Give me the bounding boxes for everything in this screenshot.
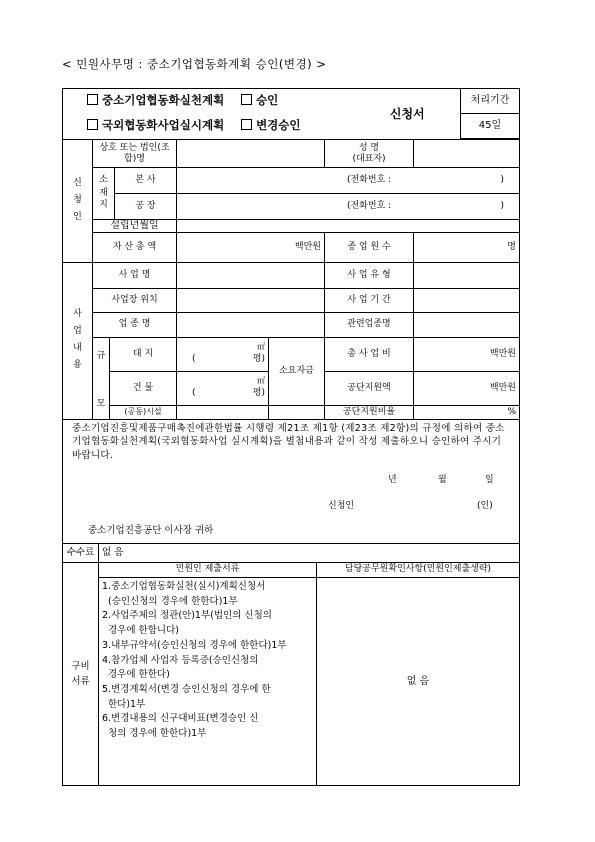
business-name-field[interactable] xyxy=(177,263,325,288)
capital-label: 자 산 총 액 xyxy=(93,233,177,263)
fee-value: 없 음 xyxy=(99,544,520,562)
processing-period-label: 처리기간 xyxy=(461,89,520,114)
business-period-label: 사 업 기 간 xyxy=(325,288,414,312)
documents-section xyxy=(62,563,520,787)
industry-label: 업 종 명 xyxy=(93,312,177,337)
support-amount-label: 공단지원액 xyxy=(325,371,414,405)
established-label: 설립년월일 xyxy=(93,220,177,233)
documents-label: 구비 서류 xyxy=(63,563,99,786)
support-amount-field[interactable]: 백만원 xyxy=(414,371,520,405)
checkbox-icon[interactable] xyxy=(87,94,98,105)
established-field[interactable] xyxy=(177,220,520,233)
capital-field[interactable]: 백만원 xyxy=(177,233,325,263)
checkbox-icon[interactable] xyxy=(241,119,252,130)
checkbox-icon[interactable] xyxy=(87,119,98,130)
date-line: 년 월 일 xyxy=(388,474,494,485)
facility-label: (공동)시설 xyxy=(110,405,177,419)
option-change-approve[interactable]: 변경승인 xyxy=(241,118,300,132)
building-area-field[interactable]: ㎡ ( 평) xyxy=(177,371,269,405)
fee-label: 수수료 xyxy=(63,544,99,562)
option-approve[interactable]: 승인 xyxy=(241,93,278,107)
checkbox-icon[interactable] xyxy=(241,94,252,105)
fee-section xyxy=(62,544,520,563)
option-plan-domestic[interactable]: 중소기업협동화실천계획 xyxy=(87,93,224,107)
factory-label: 공 장 xyxy=(115,194,177,220)
building-label: 건 물 xyxy=(110,371,177,405)
related-industry-label: 관련업종명 xyxy=(325,312,414,337)
official-docs-value: 없 음 xyxy=(317,578,520,786)
business-name-label: 사 업 명 xyxy=(93,263,177,288)
business-type-label: 사 업 유 형 xyxy=(325,263,414,288)
support-ratio-field[interactable]: % xyxy=(414,405,520,419)
company-name-field[interactable] xyxy=(177,140,325,168)
list-item: 2.사업주체의 정관(안)1부(법인의 신청의 경우에 한합니다) xyxy=(102,610,272,637)
business-location-field[interactable] xyxy=(177,288,325,312)
statement-section xyxy=(62,420,520,545)
business-section-label: 사 업 내 용 xyxy=(63,263,93,419)
related-industry-field[interactable] xyxy=(414,312,520,337)
factory-field[interactable]: (전화번호 : ) xyxy=(177,194,520,220)
support-ratio-label: 공단지원비율 xyxy=(325,405,414,419)
employees-label: 종 업 원 수 xyxy=(325,233,414,263)
scale-label: 규 모 xyxy=(93,337,110,419)
applicant-sign-line: 신청인 (인) xyxy=(328,500,493,511)
total-cost-label: 총 사 업 비 xyxy=(325,337,414,371)
land-label: 대 지 xyxy=(110,337,177,371)
seal-mark: (인) xyxy=(477,500,493,511)
list-item: 3.내부규약서(승인신청의 경우에 한한다)1부 xyxy=(102,639,287,651)
page-title: < 민원사무명 : 중소기업협동화계획 승인(변경) > xyxy=(62,57,327,71)
company-name-label: 상호 또는 법인(조합)명 xyxy=(93,140,177,168)
industry-field[interactable] xyxy=(177,312,325,337)
business-section xyxy=(62,263,520,420)
employees-field[interactable]: 명 xyxy=(414,233,520,263)
head-office-field[interactable]: (전화번호 : ) xyxy=(177,168,520,194)
location-label: 소 재 지 xyxy=(93,168,115,220)
representative-label: 성 명 (대표자) xyxy=(325,140,414,168)
civil-docs-list xyxy=(99,578,317,786)
doc-type-label: 신청서 xyxy=(355,89,461,139)
head-office-label: 본 사 xyxy=(115,168,177,194)
business-period-field[interactable] xyxy=(414,288,520,312)
total-cost-field[interactable]: 백만원 xyxy=(414,337,520,371)
funds-label: 소요자금 xyxy=(269,337,325,405)
processing-period-value: 45일 xyxy=(461,114,520,139)
representative-field[interactable] xyxy=(414,140,520,168)
option-plan-overseas[interactable]: 국외협동화사업실시계획 xyxy=(87,118,224,132)
addressee: 중소기업진흥공단 이사장 귀하 xyxy=(88,524,214,536)
business-type-field[interactable] xyxy=(414,263,520,288)
civil-docs-header: 민원인 제출서류 xyxy=(99,563,317,578)
list-item: 1.중소기업협동화실천(실시)계획신청서 (승인신청의 경우에 한한다)1부 xyxy=(102,581,266,607)
official-docs-header: 담당공무원확인사항(민원인제출생략) xyxy=(317,563,520,578)
statement-body: 중소기업진흥및제품구매촉진에관한법률 시행령 제21조 제1항 (제23조 제2항)의 규정에 의하여 중소기업협동화실천계획(국외협동화사업 실시계획)을 별첨내용과 같이 작성 제출하오니 승인하여 주시기 바랍니다. xyxy=(72,422,505,462)
list-item: 4.참가업체 사업자 등록증(승인신청의 경우에 한한다) xyxy=(102,654,259,681)
list-item: 5.변경계획서(변경 승인신청의 경우에 한 한다)1부 xyxy=(102,684,271,710)
list-item: 6.변경내용의 신구대비표(변경승인 신 청의 경우에 한한다)1부 xyxy=(102,713,259,740)
applicant-section xyxy=(62,139,520,263)
applicant-section-label: 신 청 인 xyxy=(63,140,93,263)
application-form xyxy=(62,88,520,786)
business-location-label: 사업장 위치 xyxy=(93,288,177,312)
form-header xyxy=(62,88,520,139)
facility-field[interactable] xyxy=(177,405,269,419)
land-area-field[interactable]: ㎡ ( 평) xyxy=(177,337,269,371)
